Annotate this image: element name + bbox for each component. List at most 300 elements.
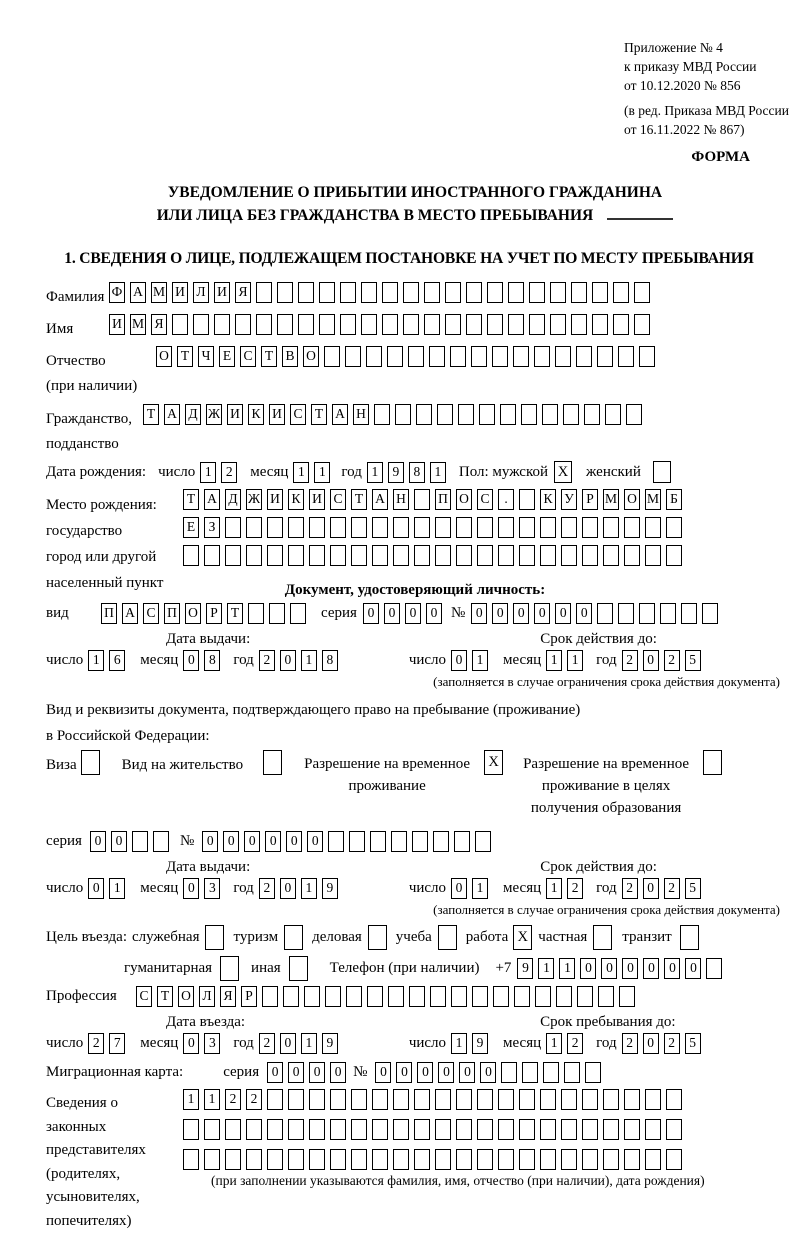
char-cell[interactable] xyxy=(603,545,619,566)
char-cell[interactable]: Е xyxy=(219,346,235,367)
char-cell[interactable] xyxy=(172,314,188,335)
char-cell[interactable]: 1 xyxy=(559,958,575,979)
char-cell[interactable]: 2 xyxy=(259,878,275,899)
char-cell[interactable] xyxy=(561,1119,577,1140)
char-cell[interactable]: 0 xyxy=(223,831,239,852)
checkbox-work[interactable]: X xyxy=(513,925,532,950)
char-cell[interactable] xyxy=(634,314,650,335)
char-cell[interactable] xyxy=(288,517,304,538)
char-cell[interactable]: 0 xyxy=(438,1062,454,1083)
char-cell[interactable] xyxy=(666,1119,682,1140)
char-cell[interactable]: 1 xyxy=(293,462,309,483)
char-cell[interactable]: Ж xyxy=(246,489,262,510)
checkbox-study[interactable] xyxy=(438,925,457,950)
char-cell[interactable] xyxy=(153,831,169,852)
char-cell[interactable]: 0 xyxy=(384,603,400,624)
char-cell[interactable]: 9 xyxy=(517,958,533,979)
char-cell[interactable] xyxy=(330,545,346,566)
char-cell[interactable] xyxy=(492,346,508,367)
char-cell[interactable] xyxy=(613,282,629,303)
char-cell[interactable]: Р xyxy=(206,603,222,624)
char-cell[interactable] xyxy=(540,517,556,538)
char-cell[interactable]: 1 xyxy=(314,462,330,483)
char-cell[interactable]: Д xyxy=(185,404,201,425)
char-cell[interactable]: 5 xyxy=(685,1033,701,1054)
char-cell[interactable]: К xyxy=(288,489,304,510)
char-cell[interactable] xyxy=(340,314,356,335)
char-cell[interactable] xyxy=(393,545,409,566)
char-cell[interactable] xyxy=(508,314,524,335)
char-cell[interactable]: 0 xyxy=(555,603,571,624)
char-cell[interactable] xyxy=(550,282,566,303)
char-cell[interactable] xyxy=(267,545,283,566)
char-cell[interactable]: 0 xyxy=(459,1062,475,1083)
char-cell[interactable] xyxy=(456,1089,472,1110)
char-cell[interactable] xyxy=(340,282,356,303)
char-cell[interactable] xyxy=(330,1149,346,1170)
char-cell[interactable] xyxy=(414,1089,430,1110)
char-cell[interactable] xyxy=(540,545,556,566)
char-cell[interactable] xyxy=(351,1149,367,1170)
char-cell[interactable] xyxy=(256,314,272,335)
char-cell[interactable]: Т xyxy=(157,986,173,1007)
char-cell[interactable] xyxy=(435,1119,451,1140)
char-cell[interactable]: А xyxy=(164,404,180,425)
char-cell[interactable]: 0 xyxy=(643,650,659,671)
char-cell[interactable] xyxy=(309,1119,325,1140)
char-cell[interactable]: С xyxy=(143,603,159,624)
char-cell[interactable]: 1 xyxy=(204,1089,220,1110)
char-cell[interactable] xyxy=(493,986,509,1007)
char-cell[interactable] xyxy=(666,1089,682,1110)
char-cell[interactable] xyxy=(543,1062,559,1083)
char-cell[interactable] xyxy=(388,986,404,1007)
char-cell[interactable] xyxy=(416,404,432,425)
char-cell[interactable]: У xyxy=(561,489,577,510)
char-cell[interactable] xyxy=(225,517,241,538)
char-cell[interactable] xyxy=(277,282,293,303)
char-cell[interactable]: 0 xyxy=(267,1062,283,1083)
char-cell[interactable]: 0 xyxy=(685,958,701,979)
char-cell[interactable]: 8 xyxy=(322,650,338,671)
char-cell[interactable]: 0 xyxy=(643,958,659,979)
char-cell[interactable]: 0 xyxy=(480,1062,496,1083)
char-cell[interactable] xyxy=(351,545,367,566)
char-cell[interactable] xyxy=(309,1089,325,1110)
char-cell[interactable] xyxy=(288,1149,304,1170)
char-cell[interactable]: 2 xyxy=(664,1033,680,1054)
char-cell[interactable] xyxy=(370,831,386,852)
char-cell[interactable]: О xyxy=(156,346,172,367)
char-cell[interactable]: 0 xyxy=(183,1033,199,1054)
char-cell[interactable] xyxy=(445,282,461,303)
char-cell[interactable] xyxy=(330,517,346,538)
char-cell[interactable] xyxy=(324,346,340,367)
char-cell[interactable]: М xyxy=(151,282,167,303)
char-cell[interactable] xyxy=(351,517,367,538)
char-cell[interactable] xyxy=(374,404,390,425)
char-cell[interactable] xyxy=(288,1089,304,1110)
char-cell[interactable] xyxy=(498,517,514,538)
char-cell[interactable] xyxy=(498,1149,514,1170)
char-cell[interactable] xyxy=(521,404,537,425)
char-cell[interactable]: 1 xyxy=(200,462,216,483)
char-cell[interactable]: О xyxy=(624,489,640,510)
char-cell[interactable]: И xyxy=(269,404,285,425)
char-cell[interactable]: 2 xyxy=(259,1033,275,1054)
char-cell[interactable] xyxy=(450,346,466,367)
char-cell[interactable]: 1 xyxy=(88,650,104,671)
char-cell[interactable]: 0 xyxy=(643,1033,659,1054)
char-cell[interactable]: 0 xyxy=(513,603,529,624)
char-cell[interactable] xyxy=(366,346,382,367)
char-cell[interactable]: З xyxy=(204,517,220,538)
char-cell[interactable] xyxy=(403,314,419,335)
char-cell[interactable]: 1 xyxy=(301,878,317,899)
char-cell[interactable] xyxy=(319,282,335,303)
char-cell[interactable] xyxy=(597,346,613,367)
char-cell[interactable]: 1 xyxy=(451,1033,467,1054)
char-cell[interactable] xyxy=(555,346,571,367)
char-cell[interactable]: 0 xyxy=(534,603,550,624)
checkbox-temp-permit-edu[interactable] xyxy=(703,750,722,775)
char-cell[interactable]: 0 xyxy=(265,831,281,852)
char-cell[interactable] xyxy=(391,831,407,852)
char-cell[interactable]: Я xyxy=(151,314,167,335)
char-cell[interactable]: 2 xyxy=(622,650,638,671)
char-cell[interactable] xyxy=(540,1149,556,1170)
char-cell[interactable]: С xyxy=(240,346,256,367)
checkbox-residence-permit[interactable] xyxy=(263,750,282,775)
char-cell[interactable] xyxy=(435,1089,451,1110)
char-cell[interactable] xyxy=(214,314,230,335)
char-cell[interactable] xyxy=(372,1149,388,1170)
char-cell[interactable]: 0 xyxy=(202,831,218,852)
char-cell[interactable]: 0 xyxy=(643,878,659,899)
char-cell[interactable] xyxy=(529,282,545,303)
char-cell[interactable] xyxy=(582,1149,598,1170)
char-cell[interactable] xyxy=(235,314,251,335)
checkbox-other[interactable] xyxy=(289,956,308,981)
char-cell[interactable]: 0 xyxy=(280,878,296,899)
char-cell[interactable]: П xyxy=(101,603,117,624)
char-cell[interactable]: 1 xyxy=(109,878,125,899)
checkbox-tourism[interactable] xyxy=(284,925,303,950)
char-cell[interactable] xyxy=(519,1149,535,1170)
char-cell[interactable] xyxy=(372,1089,388,1110)
char-cell[interactable] xyxy=(534,346,550,367)
char-cell[interactable] xyxy=(183,1119,199,1140)
char-cell[interactable]: 1 xyxy=(472,650,488,671)
char-cell[interactable] xyxy=(582,545,598,566)
char-cell[interactable] xyxy=(513,346,529,367)
char-cell[interactable] xyxy=(639,346,655,367)
char-cell[interactable] xyxy=(702,603,718,624)
char-cell[interactable] xyxy=(519,1089,535,1110)
char-cell[interactable]: Т xyxy=(351,489,367,510)
char-cell[interactable] xyxy=(472,986,488,1007)
char-cell[interactable] xyxy=(414,489,430,510)
char-cell[interactable] xyxy=(309,1149,325,1170)
char-cell[interactable] xyxy=(456,517,472,538)
char-cell[interactable] xyxy=(458,404,474,425)
char-cell[interactable] xyxy=(325,986,341,1007)
char-cell[interactable] xyxy=(540,1089,556,1110)
char-cell[interactable]: А xyxy=(204,489,220,510)
char-cell[interactable] xyxy=(225,1149,241,1170)
char-cell[interactable] xyxy=(624,1089,640,1110)
char-cell[interactable] xyxy=(561,517,577,538)
char-cell[interactable] xyxy=(603,1149,619,1170)
char-cell[interactable]: 3 xyxy=(204,878,220,899)
char-cell[interactable] xyxy=(603,1089,619,1110)
char-cell[interactable]: 1 xyxy=(546,650,562,671)
char-cell[interactable]: 5 xyxy=(685,650,701,671)
char-cell[interactable] xyxy=(519,517,535,538)
char-cell[interactable]: 9 xyxy=(472,1033,488,1054)
char-cell[interactable]: 0 xyxy=(580,958,596,979)
char-cell[interactable] xyxy=(451,986,467,1007)
char-cell[interactable]: 0 xyxy=(244,831,260,852)
char-cell[interactable]: 1 xyxy=(301,1033,317,1054)
char-cell[interactable] xyxy=(319,314,335,335)
char-cell[interactable] xyxy=(508,282,524,303)
char-cell[interactable] xyxy=(561,1149,577,1170)
char-cell[interactable] xyxy=(267,1149,283,1170)
char-cell[interactable] xyxy=(290,603,306,624)
char-cell[interactable]: Л xyxy=(199,986,215,1007)
char-cell[interactable]: Т xyxy=(261,346,277,367)
char-cell[interactable] xyxy=(414,517,430,538)
char-cell[interactable]: С xyxy=(290,404,306,425)
char-cell[interactable] xyxy=(393,1149,409,1170)
char-cell[interactable] xyxy=(424,282,440,303)
char-cell[interactable] xyxy=(576,346,592,367)
char-cell[interactable] xyxy=(639,603,655,624)
char-cell[interactable]: А xyxy=(122,603,138,624)
char-cell[interactable] xyxy=(437,404,453,425)
char-cell[interactable] xyxy=(414,545,430,566)
char-cell[interactable] xyxy=(456,545,472,566)
char-cell[interactable] xyxy=(561,1089,577,1110)
char-cell[interactable]: П xyxy=(164,603,180,624)
char-cell[interactable] xyxy=(613,314,629,335)
char-cell[interactable] xyxy=(645,1119,661,1140)
char-cell[interactable]: Я xyxy=(220,986,236,1007)
char-cell[interactable] xyxy=(598,986,614,1007)
char-cell[interactable] xyxy=(597,603,613,624)
char-cell[interactable] xyxy=(466,282,482,303)
char-cell[interactable] xyxy=(666,517,682,538)
char-cell[interactable] xyxy=(193,314,209,335)
char-cell[interactable]: С xyxy=(477,489,493,510)
char-cell[interactable] xyxy=(267,517,283,538)
char-cell[interactable] xyxy=(571,314,587,335)
char-cell[interactable] xyxy=(479,404,495,425)
char-cell[interactable] xyxy=(382,314,398,335)
char-cell[interactable] xyxy=(288,545,304,566)
char-cell[interactable] xyxy=(349,831,365,852)
char-cell[interactable]: Н xyxy=(393,489,409,510)
char-cell[interactable]: 0 xyxy=(576,603,592,624)
char-cell[interactable]: 2 xyxy=(664,878,680,899)
char-cell[interactable] xyxy=(435,517,451,538)
char-cell[interactable] xyxy=(592,314,608,335)
char-cell[interactable]: 2 xyxy=(622,1033,638,1054)
char-cell[interactable]: К xyxy=(540,489,556,510)
char-cell[interactable] xyxy=(571,282,587,303)
char-cell[interactable] xyxy=(372,517,388,538)
char-cell[interactable] xyxy=(498,1119,514,1140)
char-cell[interactable] xyxy=(706,958,722,979)
char-cell[interactable]: 0 xyxy=(622,958,638,979)
char-cell[interactable] xyxy=(487,314,503,335)
char-cell[interactable] xyxy=(645,545,661,566)
char-cell[interactable] xyxy=(246,1119,262,1140)
char-cell[interactable]: . xyxy=(498,489,514,510)
char-cell[interactable]: 0 xyxy=(492,603,508,624)
char-cell[interactable]: 1 xyxy=(183,1089,199,1110)
char-cell[interactable]: 9 xyxy=(322,878,338,899)
char-cell[interactable]: 0 xyxy=(396,1062,412,1083)
char-cell[interactable]: 0 xyxy=(286,831,302,852)
char-cell[interactable] xyxy=(435,1149,451,1170)
char-cell[interactable] xyxy=(393,1119,409,1140)
char-cell[interactable] xyxy=(603,517,619,538)
char-cell[interactable] xyxy=(550,314,566,335)
char-cell[interactable] xyxy=(466,314,482,335)
char-cell[interactable] xyxy=(225,545,241,566)
char-cell[interactable] xyxy=(501,1062,517,1083)
char-cell[interactable]: 0 xyxy=(601,958,617,979)
char-cell[interactable] xyxy=(542,404,558,425)
char-cell[interactable] xyxy=(262,986,278,1007)
char-cell[interactable] xyxy=(256,282,272,303)
char-cell[interactable] xyxy=(634,282,650,303)
char-cell[interactable] xyxy=(345,346,361,367)
char-cell[interactable] xyxy=(454,831,470,852)
char-cell[interactable]: 2 xyxy=(259,650,275,671)
char-cell[interactable] xyxy=(430,986,446,1007)
char-cell[interactable] xyxy=(564,1062,580,1083)
char-cell[interactable] xyxy=(277,314,293,335)
char-cell[interactable] xyxy=(582,1119,598,1140)
char-cell[interactable]: 5 xyxy=(685,878,701,899)
char-cell[interactable]: 0 xyxy=(330,1062,346,1083)
char-cell[interactable] xyxy=(269,603,285,624)
char-cell[interactable] xyxy=(645,1149,661,1170)
char-cell[interactable]: 0 xyxy=(375,1062,391,1083)
char-cell[interactable] xyxy=(435,545,451,566)
char-cell[interactable] xyxy=(475,831,491,852)
char-cell[interactable] xyxy=(382,282,398,303)
checkbox-temp-permit[interactable]: X xyxy=(484,750,503,775)
char-cell[interactable]: Т xyxy=(227,603,243,624)
char-cell[interactable] xyxy=(409,986,425,1007)
char-cell[interactable] xyxy=(605,404,621,425)
char-cell[interactable]: 2 xyxy=(567,878,583,899)
char-cell[interactable]: 0 xyxy=(90,831,106,852)
char-cell[interactable]: 0 xyxy=(451,878,467,899)
char-cell[interactable]: Т xyxy=(183,489,199,510)
char-cell[interactable] xyxy=(351,1119,367,1140)
char-cell[interactable] xyxy=(471,346,487,367)
char-cell[interactable] xyxy=(351,1089,367,1110)
char-cell[interactable] xyxy=(477,517,493,538)
char-cell[interactable]: Р xyxy=(241,986,257,1007)
char-cell[interactable] xyxy=(429,346,445,367)
char-cell[interactable]: А xyxy=(332,404,348,425)
char-cell[interactable] xyxy=(309,517,325,538)
char-cell[interactable]: 2 xyxy=(664,650,680,671)
char-cell[interactable]: Н xyxy=(353,404,369,425)
char-cell[interactable]: 0 xyxy=(183,650,199,671)
char-cell[interactable]: 0 xyxy=(417,1062,433,1083)
char-cell[interactable] xyxy=(393,1089,409,1110)
char-cell[interactable] xyxy=(367,986,383,1007)
char-cell[interactable]: Ж xyxy=(206,404,222,425)
char-cell[interactable]: М xyxy=(130,314,146,335)
char-cell[interactable]: И xyxy=(214,282,230,303)
char-cell[interactable] xyxy=(204,545,220,566)
char-cell[interactable]: 0 xyxy=(88,878,104,899)
char-cell[interactable] xyxy=(582,517,598,538)
char-cell[interactable] xyxy=(487,282,503,303)
char-cell[interactable] xyxy=(681,603,697,624)
char-cell[interactable] xyxy=(535,986,551,1007)
char-cell[interactable]: М xyxy=(603,489,619,510)
char-cell[interactable]: М xyxy=(645,489,661,510)
char-cell[interactable]: И xyxy=(172,282,188,303)
char-cell[interactable] xyxy=(246,517,262,538)
char-cell[interactable] xyxy=(522,1062,538,1083)
char-cell[interactable]: 0 xyxy=(664,958,680,979)
char-cell[interactable]: 0 xyxy=(363,603,379,624)
char-cell[interactable]: 2 xyxy=(246,1089,262,1110)
char-cell[interactable] xyxy=(246,1149,262,1170)
char-cell[interactable] xyxy=(445,314,461,335)
char-cell[interactable]: И xyxy=(109,314,125,335)
checkbox-humanitarian[interactable] xyxy=(220,956,239,981)
char-cell[interactable]: 3 xyxy=(204,1033,220,1054)
char-cell[interactable] xyxy=(132,831,148,852)
char-cell[interactable] xyxy=(204,1119,220,1140)
char-cell[interactable]: Д xyxy=(225,489,241,510)
char-cell[interactable]: Р xyxy=(582,489,598,510)
checkbox-business[interactable] xyxy=(368,925,387,950)
char-cell[interactable] xyxy=(519,489,535,510)
checkbox-official[interactable] xyxy=(205,925,224,950)
char-cell[interactable] xyxy=(519,1119,535,1140)
char-cell[interactable]: Я xyxy=(235,282,251,303)
char-cell[interactable] xyxy=(456,1119,472,1140)
char-cell[interactable] xyxy=(456,1149,472,1170)
char-cell[interactable]: Е xyxy=(183,517,199,538)
char-cell[interactable] xyxy=(619,986,635,1007)
char-cell[interactable] xyxy=(624,517,640,538)
char-cell[interactable] xyxy=(624,1149,640,1170)
char-cell[interactable]: 9 xyxy=(322,1033,338,1054)
char-cell[interactable] xyxy=(666,545,682,566)
char-cell[interactable] xyxy=(514,986,530,1007)
checkbox-private[interactable] xyxy=(593,925,612,950)
char-cell[interactable]: 2 xyxy=(221,462,237,483)
char-cell[interactable] xyxy=(618,603,634,624)
char-cell[interactable] xyxy=(556,986,572,1007)
char-cell[interactable] xyxy=(618,346,634,367)
char-cell[interactable] xyxy=(529,314,545,335)
char-cell[interactable]: Т xyxy=(177,346,193,367)
